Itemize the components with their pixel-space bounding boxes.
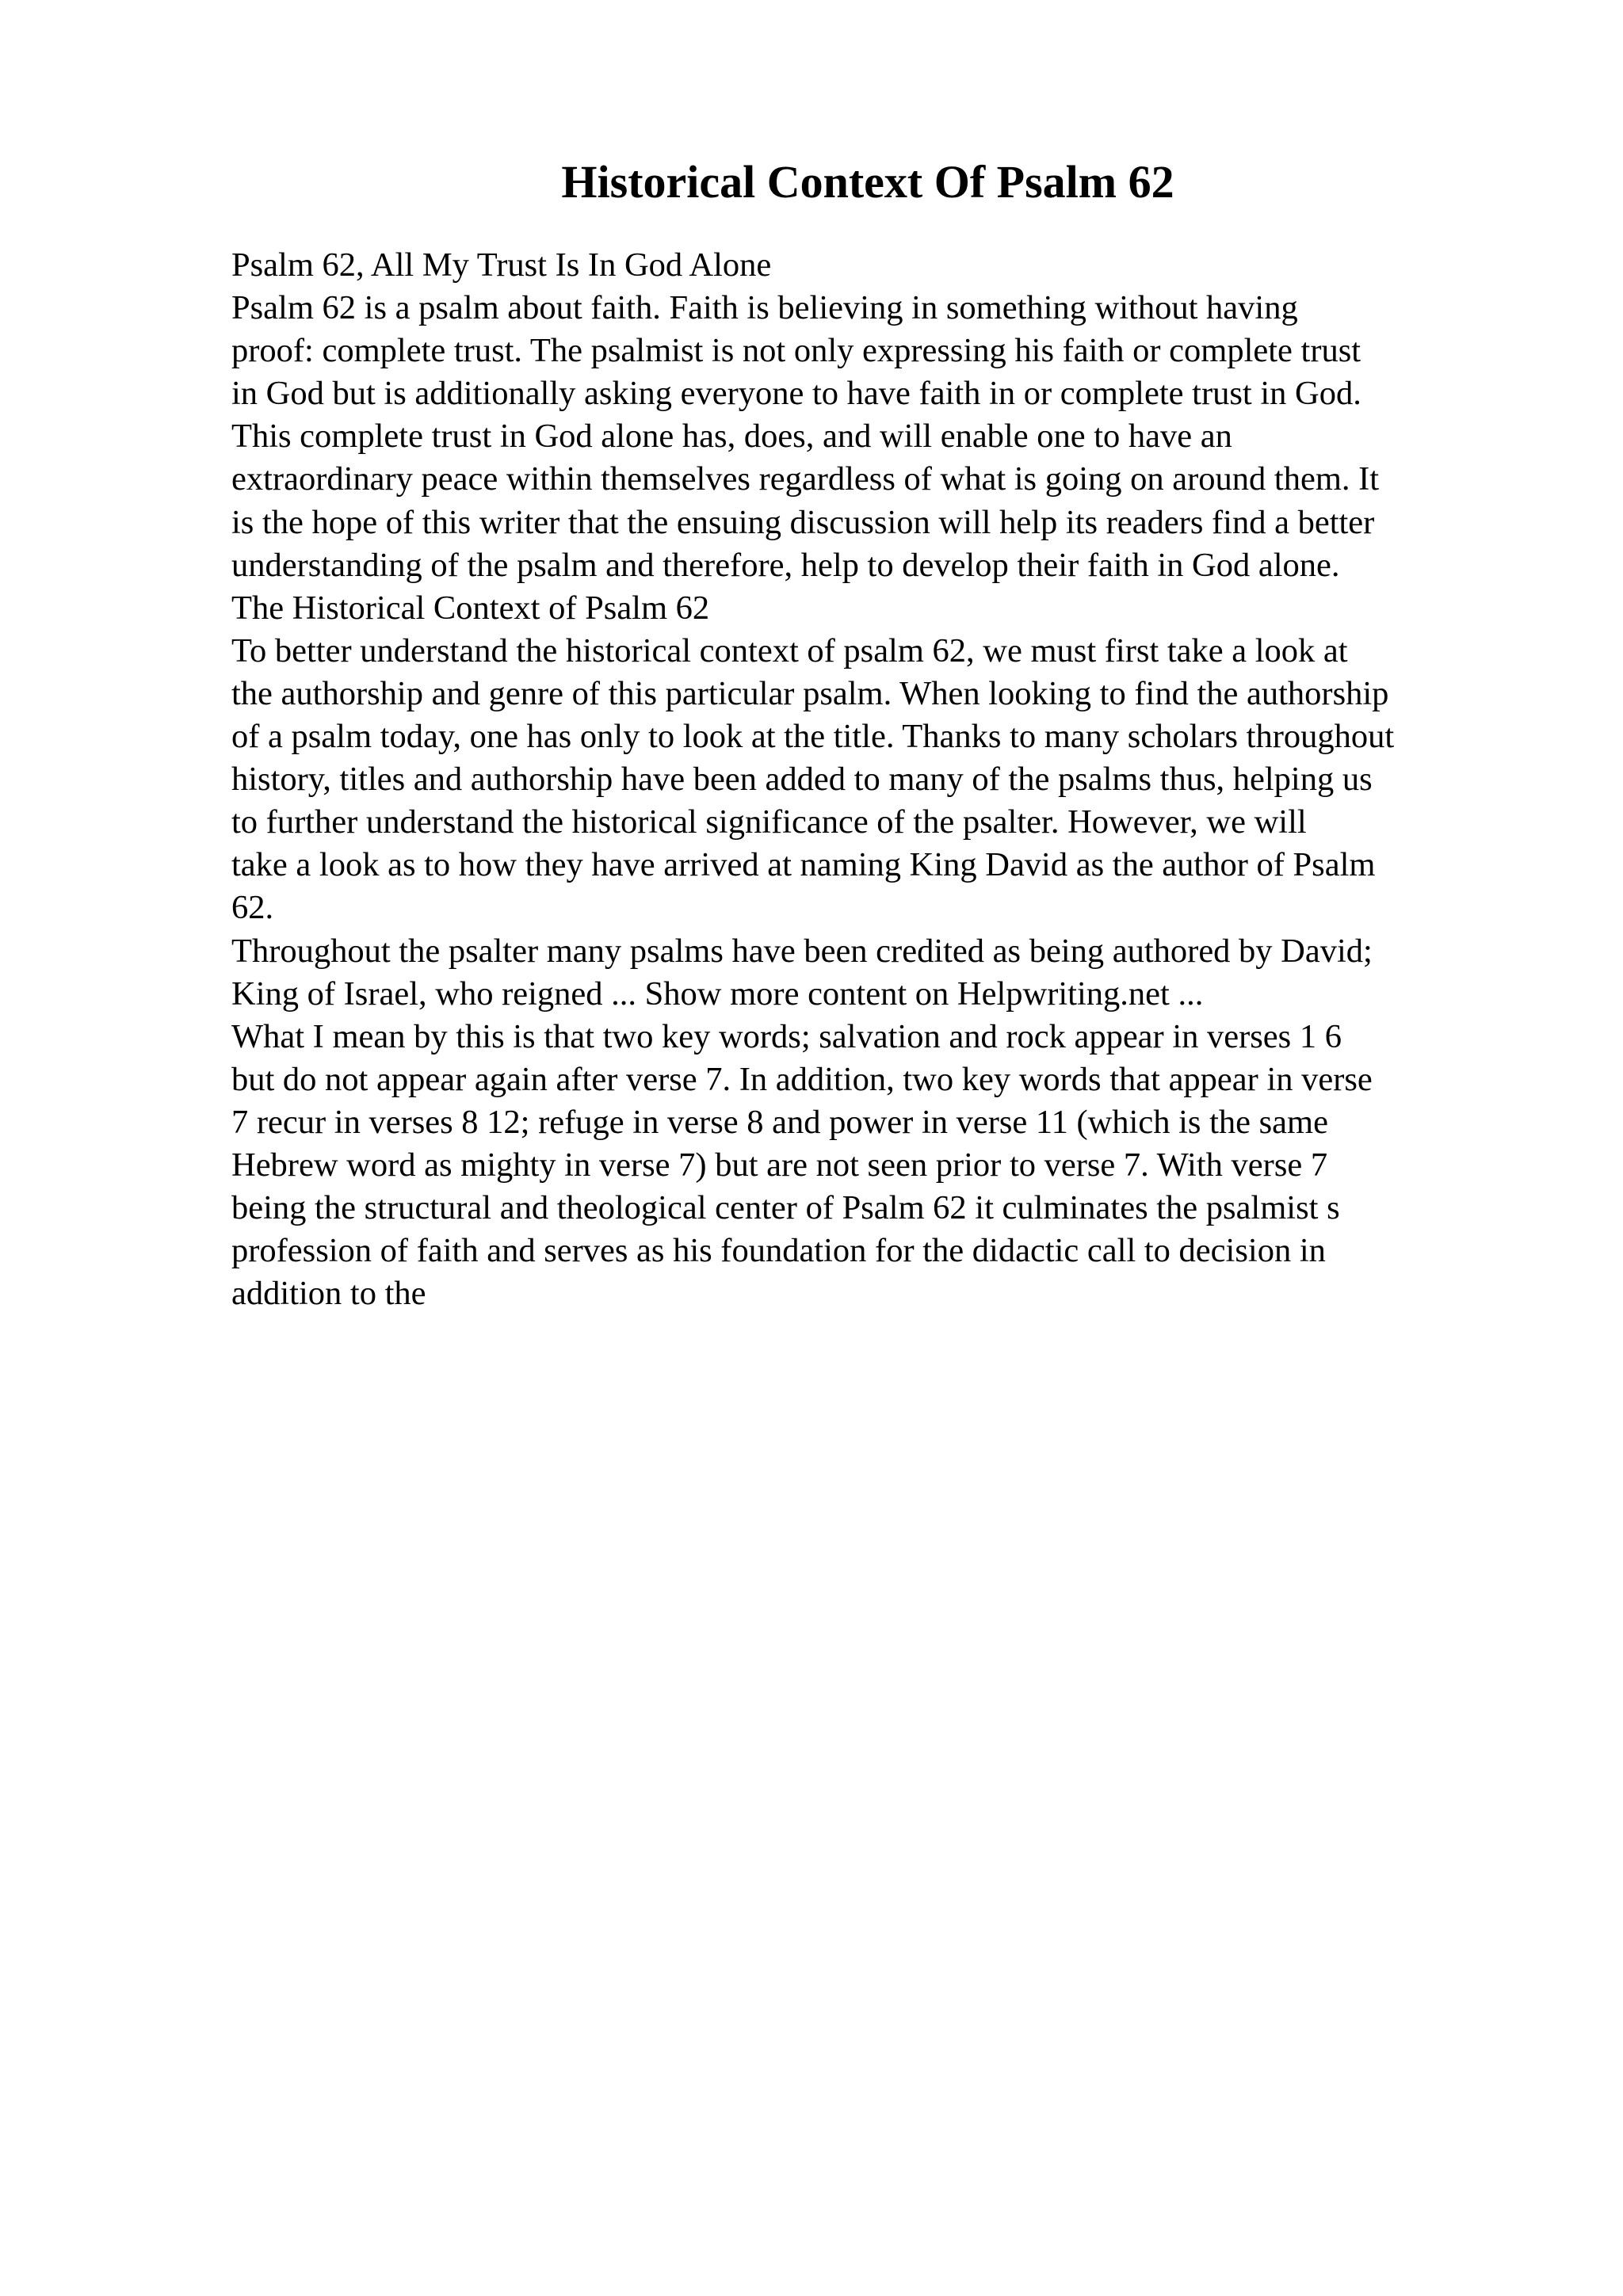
body-line: extraordinary peace within themselves regardless of what is going on around them. It	[231, 460, 1380, 498]
body-line: King of Israel, who reigned ... Show more content on Helpwriting.net ...	[231, 974, 1204, 1013]
body-line: What I mean by this is that two key words; salvation and rock appear in verses 1 6	[231, 1017, 1342, 1055]
body-line: To better understand the historical context of psalm 62, we must first take a look at	[231, 631, 1348, 669]
section-heading: The Historical Context of Psalm 62	[231, 589, 710, 627]
body-line: but do not appear again after verse 7. In addition, two key words that appear in verse	[231, 1060, 1373, 1098]
body-line: addition to the	[231, 1275, 426, 1313]
body-line: Hebrew word as mighty in verse 7) but are not seen prior to verse 7. With verse 7	[231, 1146, 1328, 1184]
body-line: This complete trust in God alone has, does, and will enable one to have an	[231, 418, 1232, 456]
body-line: being the structural and theological center of Psalm 62 it culminates the psalmist s	[231, 1189, 1340, 1227]
body-line: 62.	[231, 889, 274, 927]
body-line: profession of faith and serves as his foundation for the didactic call to decision in	[231, 1232, 1326, 1270]
body-line: Throughout the psalter many psalms have been credited as being authored by David;	[231, 932, 1373, 970]
body-line: of a psalm today, one has only to look at the title. Thanks to many scholars throughout	[231, 718, 1395, 756]
body-line: Psalm 62 is a psalm about faith. Faith is believing in something without having	[231, 289, 1298, 327]
body-line: in God but is additionally asking everyone to have faith in or complete trust in God.	[231, 375, 1361, 413]
body-line: is the hope of this writer that the ensuing discussion will help its readers find a better	[231, 503, 1375, 541]
body-line: take a look as to how they have arrived at naming King David as the author of Psalm	[231, 846, 1376, 884]
body-line: proof: complete trust. The psalmist is not only expressing his faith or complete trust	[231, 332, 1361, 370]
document-body	[231, 244, 1594, 1315]
body-line: to further understand the historical significance of the psalter. However, we will	[231, 803, 1307, 841]
document-title: Historical Context Of Psalm 62	[561, 156, 1174, 208]
body-line: Psalm 62, All My Trust Is In God Alone	[231, 246, 772, 284]
body-line: 7 recur in verses 8 12; refuge in verse 8 and power in verse 11 (which is the same	[231, 1103, 1328, 1141]
body-line: history, titles and authorship have been added to many of the psalms thus, helping us	[231, 761, 1373, 799]
body-line: understanding of the psalm and therefore, help to develop their faith in God alone.	[231, 546, 1340, 584]
body-line: the authorship and genre of this particular psalm. When looking to find the authorship	[231, 674, 1389, 712]
